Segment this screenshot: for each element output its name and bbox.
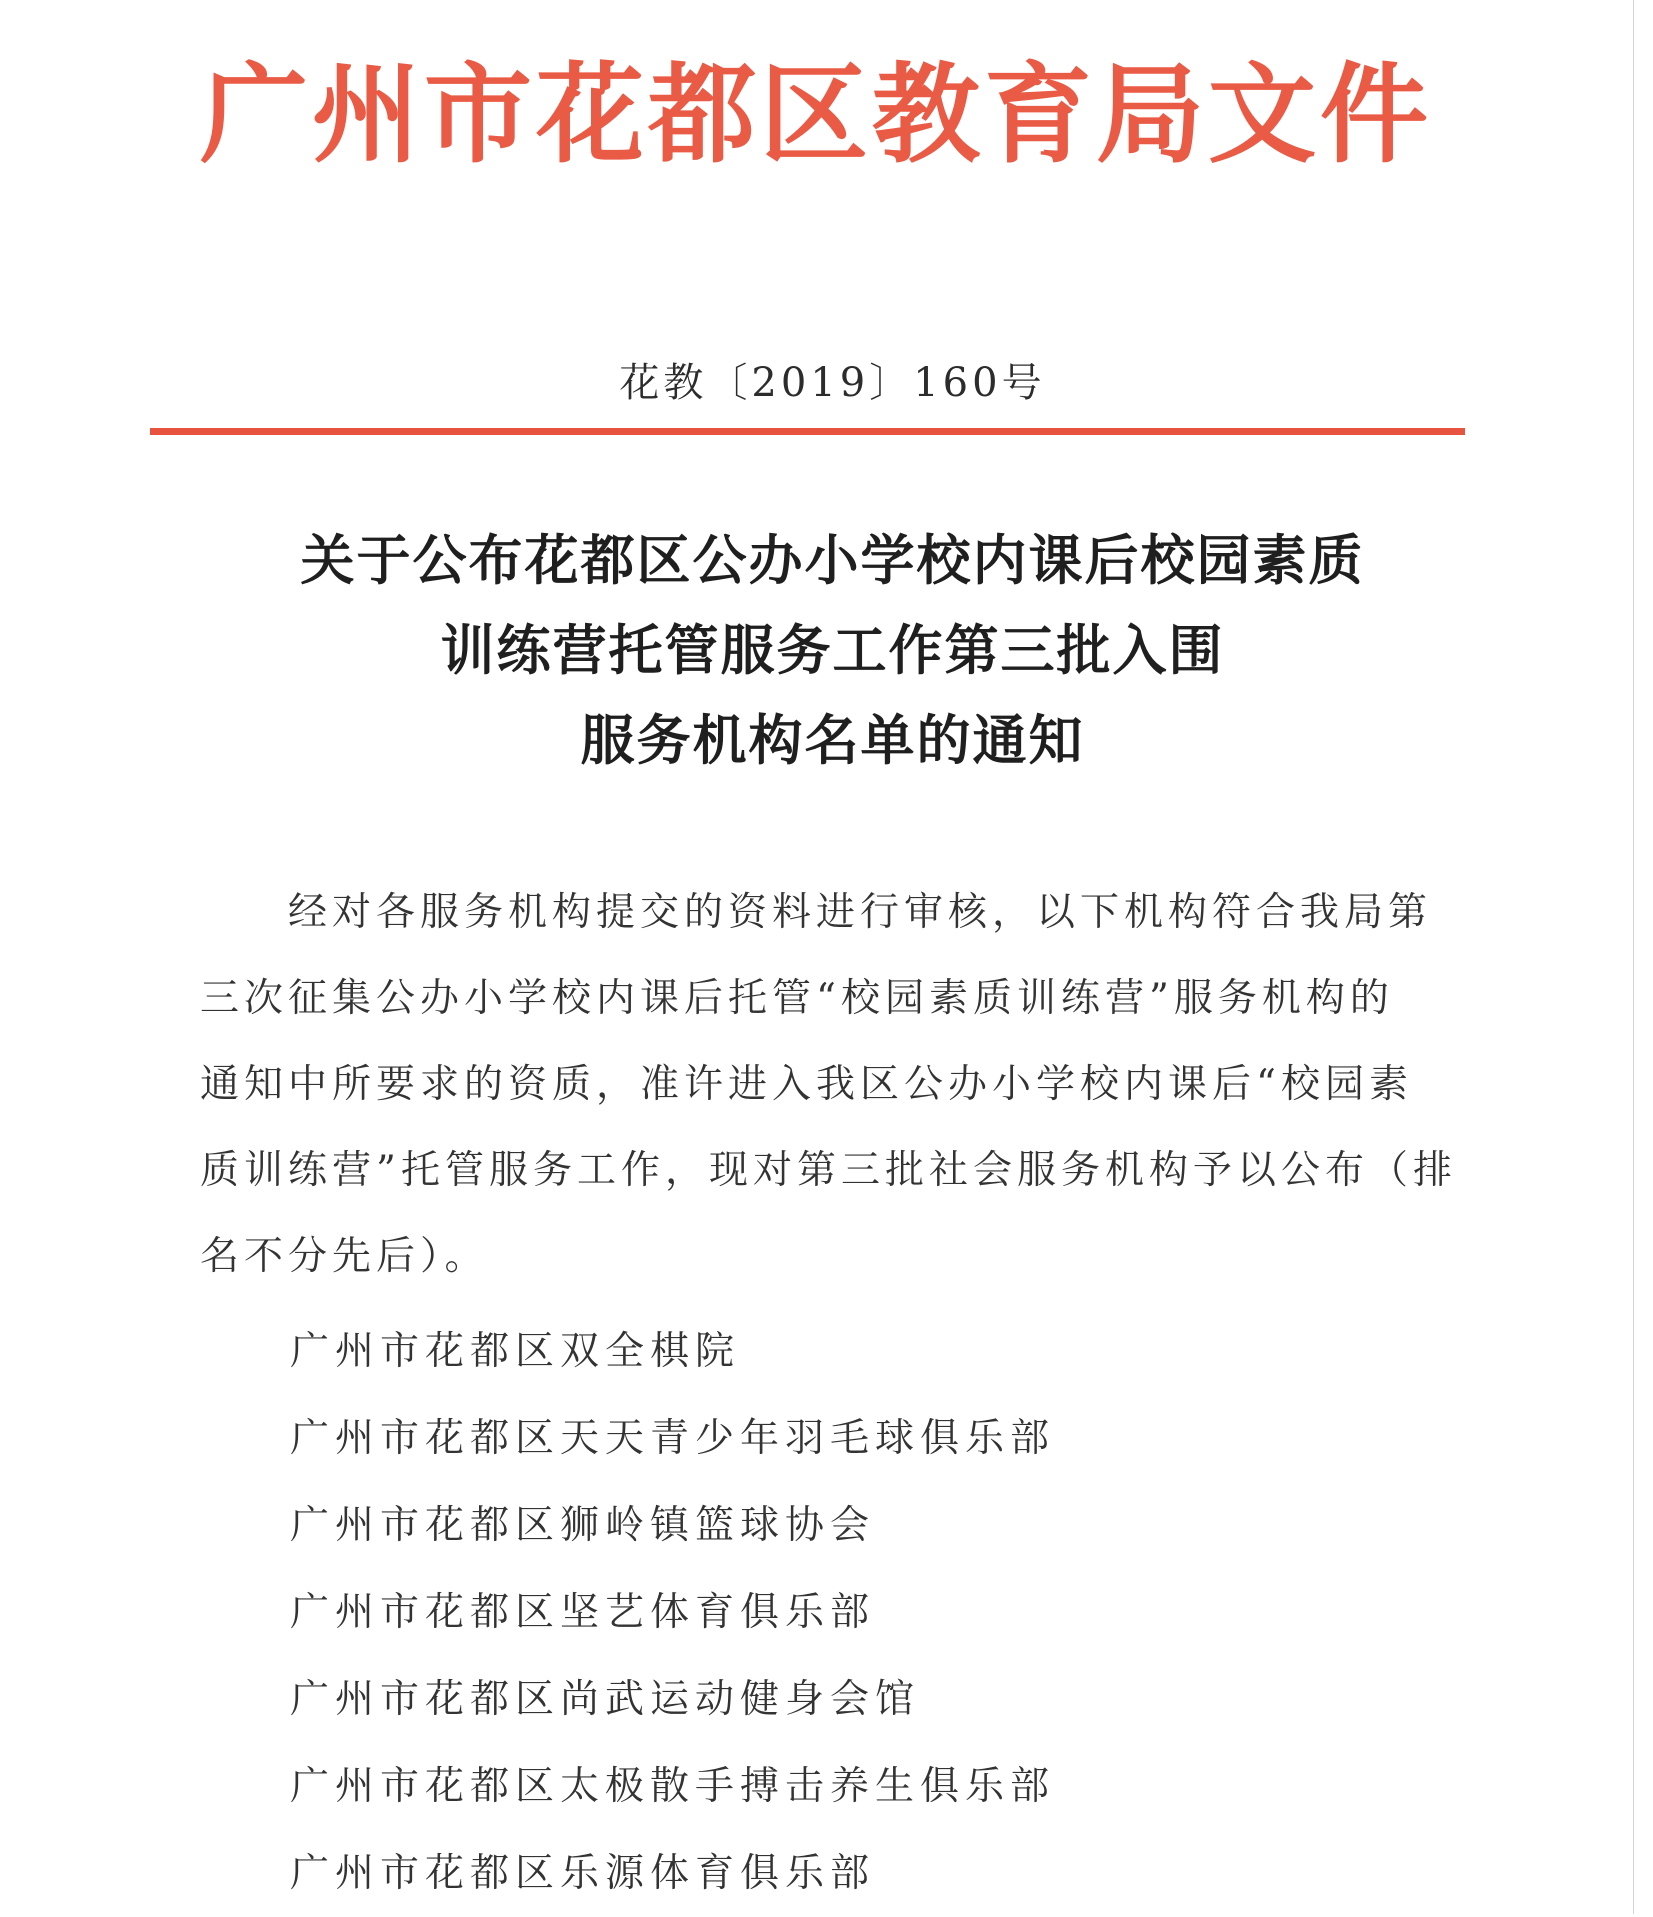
notice-title bbox=[150, 515, 1515, 785]
body-paragraph bbox=[200, 870, 1465, 1300]
body-line-5: 名不分先后）。 bbox=[200, 1234, 489, 1279]
organization-item: 广州市花都区双全棋院 bbox=[290, 1329, 741, 1374]
organization-item: 广州市花都区尚武运动健身会馆 bbox=[290, 1677, 921, 1722]
body-line-1: 经对各服务机构提交的资料进行审核，以下机构符合我局第 bbox=[288, 890, 1433, 935]
organization-item: 广州市花都区坚艺体育俱乐部 bbox=[290, 1590, 876, 1635]
organization-list bbox=[290, 1308, 1390, 1917]
document-number: 花教〔2019〕160号 bbox=[619, 360, 1046, 406]
red-divider-rule bbox=[150, 428, 1465, 435]
notice-title-line-1: 关于公布花都区公办小学校内课后校园素质 bbox=[300, 528, 1365, 592]
organization-item: 广州市花都区天天青少年羽毛球俱乐部 bbox=[290, 1416, 1056, 1461]
organization-item: 广州市花都区狮岭镇篮球协会 bbox=[290, 1503, 876, 1548]
body-line-3: 通知中所要求的资质，准许进入我区公办小学校内课后“校园素 bbox=[200, 1062, 1413, 1107]
body-line-4: 质训练营”托管服务工作，现对第三批社会服务机构予以公布（排 bbox=[200, 1148, 1457, 1193]
notice-title-line-2: 训练营托管服务工作第三批入围 bbox=[440, 618, 1225, 682]
issuing-authority-header: 广州市花都区教育局文件 bbox=[200, 52, 1433, 178]
page-edge-line bbox=[1633, 0, 1634, 1914]
notice-title-line-3: 服务机构名单的通知 bbox=[580, 708, 1085, 772]
organization-item: 广州市花都区太极散手搏击养生俱乐部 bbox=[290, 1764, 1056, 1809]
organization-item: 广州市花都区乐源体育俱乐部 bbox=[290, 1851, 876, 1896]
body-line-2: 三次征集公办小学校内课后托管“校园素质训练营”服务机构的 bbox=[200, 976, 1394, 1021]
